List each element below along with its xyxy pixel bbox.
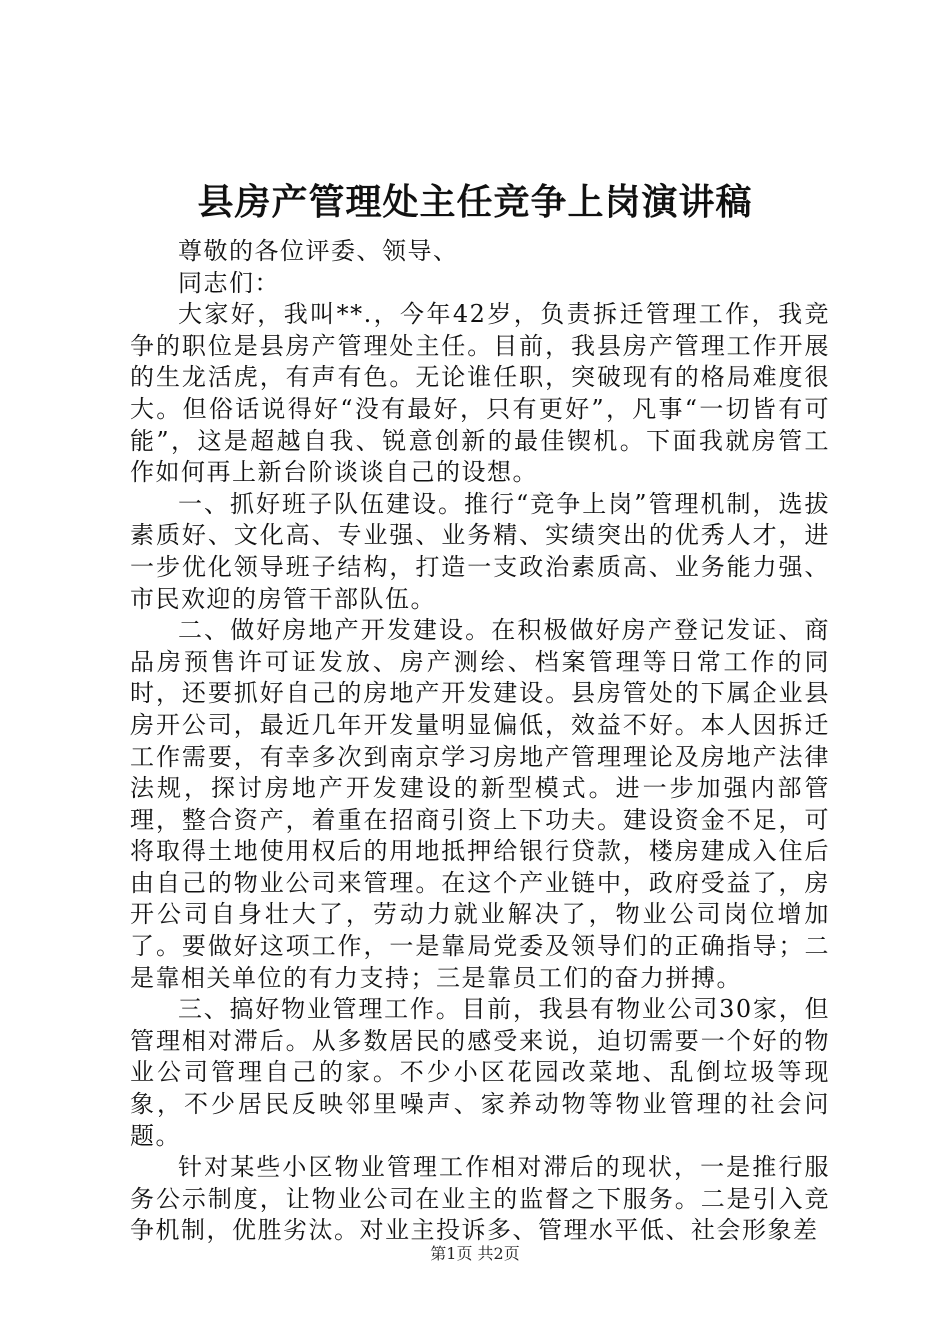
- paragraph-property-management: 三、搞好物业管理工作。目前，我县有物业公司30家，但管理相对滞后。从多数居民的感受来说，迫切需要一个好的物业公司管理自己的家。不少小区花园改菜地、乱倒垃圾等现象，不少居民反映邻里噪声、家养动物等物业管理的社会问题。: [130, 995, 830, 1150]
- document-body: [130, 236, 830, 1247]
- paragraph-intro: 大家好，我叫**.，今年42岁，负责拆迁管理工作，我竞争的职位是县房产管理处主任。目前，我县房产管理工作开展的生龙活虎，有声有色。无论谁任职，突破现有的格局难度很大。但俗话说得好“没有最好，只有更好”，凡事“一切皆有可能”，这是超越自我、锐意创新的最佳锲机。下面我就房管工作如何再上新台阶谈谈自己的设想。: [130, 300, 830, 487]
- salutation-line: 尊敬的各位评委、领导、: [178, 237, 459, 265]
- salutation-line: 同志们：: [178, 268, 280, 297]
- paragraph-measures: 针对某些小区物业管理工作相对滞后的现状，一是推行服务公示制度，让物业公司在业主的监督之下服务。二是引入竞争机制，优胜劣汰。对业主投诉多、管理水平低、社会形象差: [130, 1153, 830, 1245]
- page-number-footer: 第1页 共2页: [430, 1244, 520, 1263]
- paragraph-team-building: 一、抓好班子队伍建设。推行“竞争上岗”管理机制，选拔素质好、文化高、专业强、业务精、实绩突出的优秀人才，进一步优化领导班子结构，打造一支政治素质高、业务能力强、市民欢迎的房管干部队伍。: [130, 489, 830, 613]
- document-title: 县房产管理处主任竞争上岗演讲稿: [197, 181, 753, 223]
- paragraph-real-estate-development: 二、做好房地产开发建设。在积极做好房产登记发证、商品房预售许可证发放、房产测绘、档案管理等日常工作的同时，还要抓好自己的房地产开发建设。县房管处的下属企业县房开公司，最近几年开发量明显偏低，效益不好。本人因拆迁工作需要，有幸多次到南京学习房地产管理理论及房地产法律法规，探讨房地产开发建设的新型模式。进一步加强内部管理，整合资产，着重在招商引资上下功夫。建设资金不足，可将取得土地使用权后的用地抵押给银行贷款，楼房建成入住后由自己的物业公司来管理。在这个产业链中，政府受益了，房开公司自身壮大了，劳动力就业解决了，物业公司岗位增加了。要做好这项工作，一是靠局党委及领导们的正确指导；二是靠相关单位的有力支持；三是靠员工们的奋力拼搏。: [130, 616, 830, 992]
